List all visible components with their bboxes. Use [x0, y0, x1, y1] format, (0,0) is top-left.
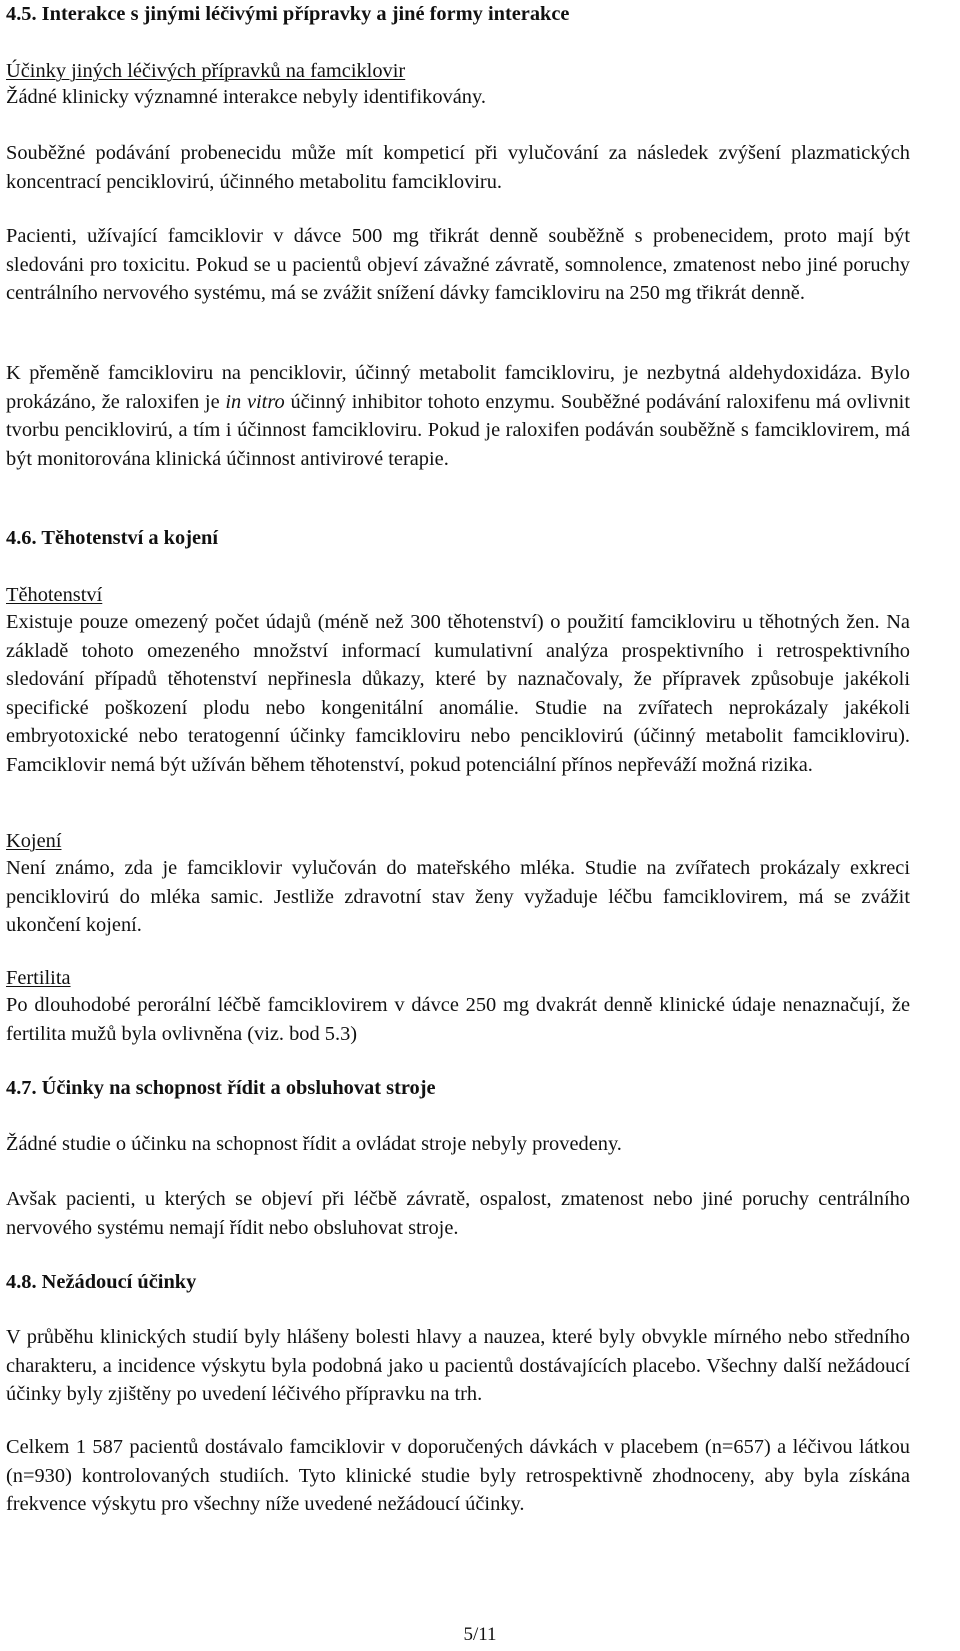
fertility-title: Fertilita: [6, 967, 71, 989]
pregnancy-title: Těhotenství: [6, 584, 103, 606]
section-4-8-paragraph-1: V průběhu klinických studií byly hlášeny bolesti hlavy a nauzea, které byly obvykle mírného nebo středního charakteru, a incidence výskytu byla podobná jako u pacientů dostávajících placebo. Všechny další nežádoucí účinky byly zjištěny po uvedení léčivého přípravku na trh.: [6, 1326, 910, 1406]
fertility-text: Po dlouhodobé perorální léčbě famciklovirem v dávce 250 mg dvakrát denně klinické údaje nenaznačují, že fertilita mužů byla ovlivněna (viz. bod 5.3): [6, 994, 910, 1045]
section-4-7-paragraph-2: Avšak pacienti, u kterých se objeví při léčbě závratě, ospalost, zmatenost nebo jiné poruchy centrálního nervového systému nemají řídit nebo obsluhovat stroje.: [6, 1188, 910, 1239]
section-4-5-paragraph-4: [6, 359, 910, 473]
page-number: 5/11: [463, 1624, 497, 1645]
in-vitro-term: in vitro: [225, 390, 285, 413]
section-4-5-paragraph-2: Souběžné podávání probenecidu může mít kompeticí při vylučování za následek zvýšení plazmatických koncentrací penciklovirú, účinného metabolitu famcikloviru.: [6, 142, 910, 193]
paragraph-4-text-b: účinný inhibitor tohoto enzymu. Souběžné podávání raloxifenu má ovlivnit tvorbu penciklovirú, a tím i účinnost famcikloviru. Pokud je raloxifen podáván souběžně s famciklovirem, má být monitorována klinická účinnost antivirové terapie.: [6, 390, 910, 470]
section-4-7-heading: 4.7. Účinky na schopnost řídit a obsluhovat stroje: [6, 1077, 436, 1099]
section-4-7-paragraph-1: Žádné studie o účinku na schopnost řídit a ovládat stroje nebyly provedeny.: [6, 1133, 622, 1155]
section-4-5-paragraph-3: Pacienti, užívající famciklovir v dávce 500 mg třikrát denně souběžně s probenecidem, proto mají být sledováni pro toxicitu. Pokud se u pacientů objeví závažné závratě, somnolence, zmatenost nebo jiné poruchy centrálního nervového systému, má se zvážit snížení dávky famcikloviru na 250 mg třikrát denně.: [6, 225, 910, 305]
breastfeeding-title: Kojení: [6, 830, 62, 852]
pregnancy-text: Existuje pouze omezený počet údajů (méně než 300 těhotenství) o použití famcikloviru u těhotných žen. Na základě tohoto omezeného množství informací kumulativní analýza prospektivního i retrospektivního sledování případů těhotenství nepřinesla důkazy, které by naznačovaly, že přípravek způsobuje jakékoli specifické poškození plodu nebo kongenitální anomálie. Studie na zvířatech neprokázaly jakékoli embryotoxické nebo teratogenní účinky famcikloviru nebo penciklovirú (účinný metabolit famcikloviru). Famciklovir nemá být užíván během těhotenství, pokud potenciální přínos nepřeváží možná rizika.: [6, 611, 910, 776]
section-4-5-subheading: Účinky jiných léčivých přípravků na famciklovir: [6, 60, 406, 82]
section-4-5-paragraph-1: Žádné klinicky významné interakce nebyly identifikovány.: [6, 86, 486, 108]
section-4-8-heading: 4.8. Nežádoucí účinky: [6, 1271, 197, 1293]
section-4-8-paragraph-2: Celkem 1 587 pacientů dostávalo famciklovir v doporučených dávkách v placebem (n=657) a léčivou látkou (n=930) kontrolovaných studiích. Tyto klinické studie byly retrospektivně zhodnoceny, aby byla získána frekvence výskytu pro všechny níže uvedené nežádoucí účinky.: [6, 1436, 910, 1516]
section-4-6-heading: 4.6. Těhotenství a kojení: [6, 527, 219, 549]
section-4-5-heading: 4.5. Interakce s jinými léčivými přípravky a jiné formy interakce: [6, 3, 570, 25]
paragraph-4-text-a: K přeměně famcikloviru na penciklovir, účinný metabolit famcikloviru, je nezbytná aldehydoxidáza. Bylo prokázáno, že raloxifen je: [6, 362, 910, 413]
breastfeeding-text: Není známo, zda je famciklovir vylučován do mateřského mléka. Studie na zvířatech prokázaly exkreci penciklovirú do mléka samic. Jestliže zdravotní stav ženy vyžaduje léčbu famciklovirem, má se zvážit ukončení kojení.: [6, 857, 910, 937]
